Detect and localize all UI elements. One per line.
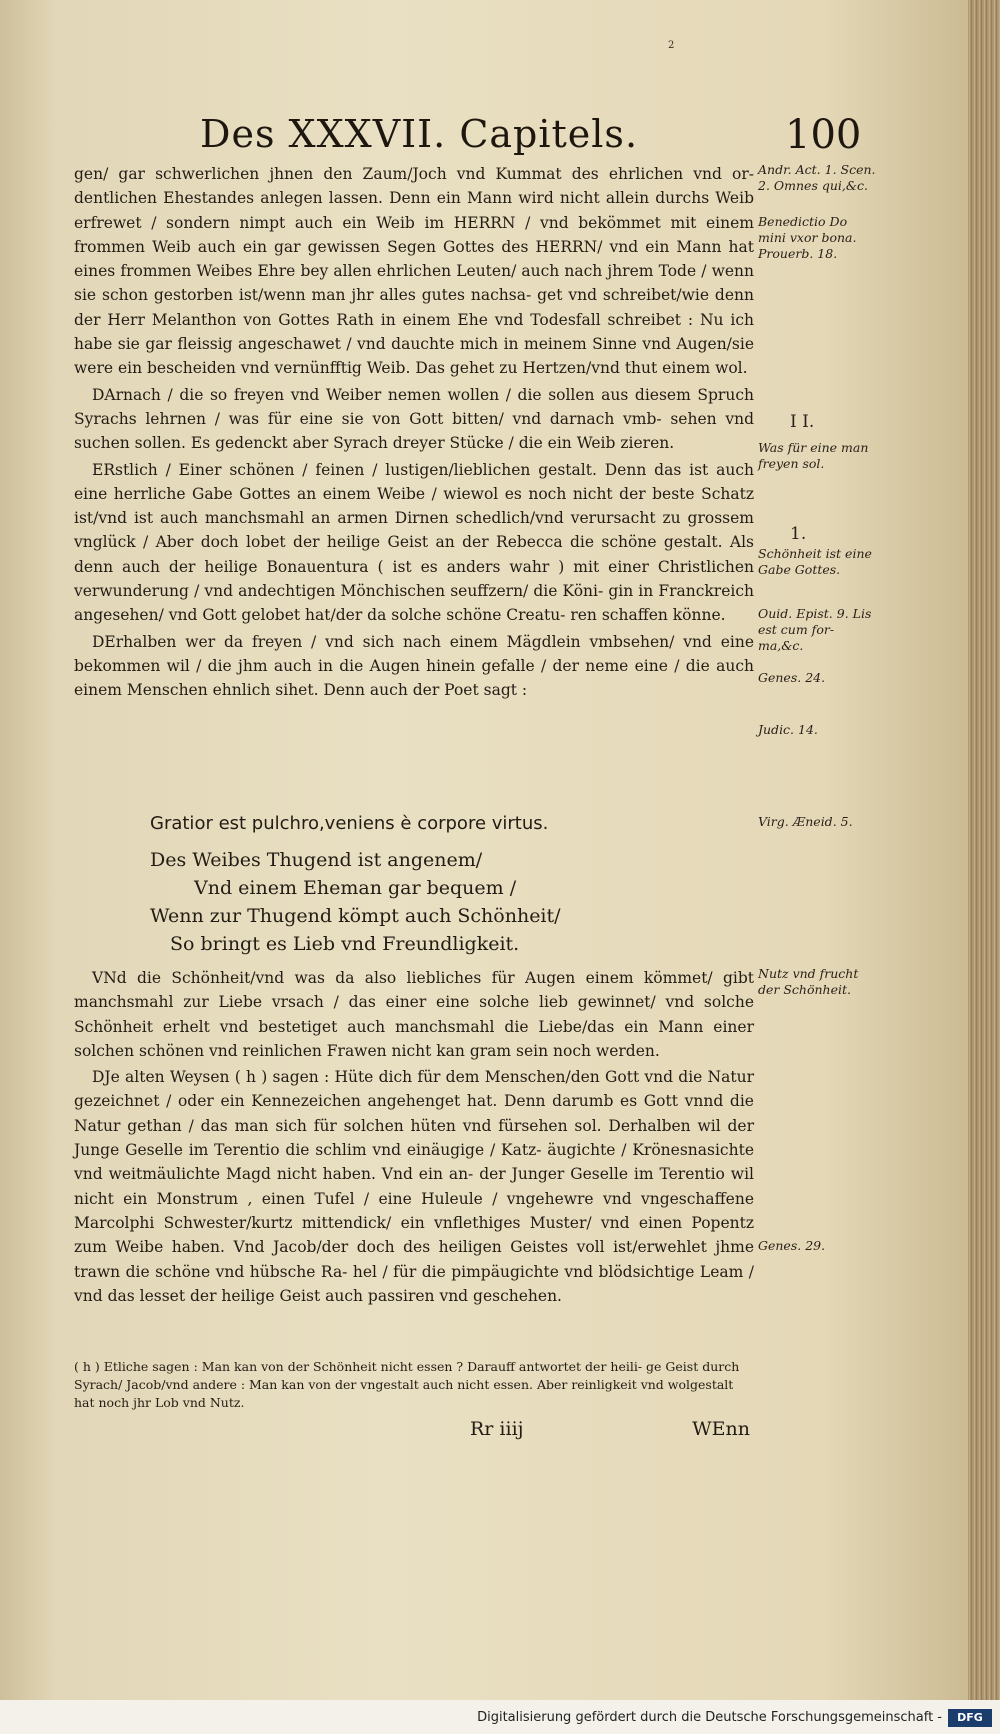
footer-credit: Digitalisierung gefördert durch die Deutsche Forschungsgemeinschaft - (477, 1710, 942, 1725)
dfg-logo: DFG (948, 1709, 992, 1727)
paragraph: DArnach / die so freyen vnd Weiber nemen wollen / die sollen aus diesem Spruch Syrachs lehrnen / was für eine sie von Gott bitten/ vnd darnach vmb- sehen vnd suchen sollen. Es gedenckt aber Syrach dreyer Stücke / die ein Weib zieren. (74, 385, 754, 453)
latin-verse: Gratior est pulchro,veniens è corpore virtus. (150, 813, 549, 834)
margin-note: Schönheit ist eine Gabe Gottes. (758, 546, 872, 577)
page-edge (968, 0, 1000, 1734)
page-number: 100 (785, 112, 862, 158)
paragraph: gen/ gar schwerlichen jhnen den Zaum/Joch vnd Kummat des ehrlichen vnd or- dentlichen Ehestandes anlegen lassen. Denn ein Mann wird nicht allein durchs Weib erfrewet / sondern nimpt auch ein Weib im HERRN / vnd bekömmet mit einem frommen Weib auch ein gar gewissen Segen Gottes des HERRN/ vnd ein Mann hat eines frommen Weibes Ehre bey allen ehrlichen Leuten/ auch nach jhrem Tode / wenn sie schon gestorben ist/wenn man jhr alles gutes nachsa- get vnd schreibet/wie denn der Herr Melanthon von Gottes Rath in einem Ehe vnd Todesfall schreibet : Nu ich habe sie gar fleissig angeschawet / vnd dauchte mich in meinem Sinne vnd Augen/sie were ein bescheiden vnd vernünfftig Weib. Das gehet zu Hertzen/vnd thut einem wol. (74, 165, 754, 378)
page-mark: 2 (668, 40, 675, 51)
chapter-header: Des XXXVII. Capitels. (200, 112, 639, 156)
signature-mark: Rr iiij (470, 1418, 524, 1440)
catchwords (470, 1418, 750, 1440)
footer-strip (0, 1700, 1000, 1734)
paragraph: VNd die Schönheit/vnd was da also liebliches für Augen einem kömmet/ gibt manchsmahl zur Liebe vrsach / das einer eine solche lieb gewinnet/ vnd solche Schönheit erhelt vnd bestetiget auch manchsmahl die Liebe/das ein Mann einer solchen schönen vnd reinlichen Frawen nicht kan gram sein noch werden. (74, 969, 754, 1060)
verse-line: Des Weibes Thugend ist angenem/ (150, 849, 483, 871)
margin-note: Andr. Act. 1. Scen. 2. Omnes qui,&c. (758, 162, 876, 193)
margin-note: Was für eine man freyen sol. (758, 440, 869, 471)
margin-note: Nutz vnd frucht der Schönheit. (758, 966, 859, 997)
verse-line: Wenn zur Thugend kömpt auch Schönheit/ (150, 905, 561, 927)
footnote: ( h ) Etliche sagen : Man kan von der Schönheit nicht essen ? Darauff antwortet der heili- ge Geist durch Syrach/ Jacob/vnd andere : Man kan von der vngestalt auch nicht essen. Aber reinligkeit vnd wolgestalt hat noch jhr Lob vnd Nutz. (74, 1359, 740, 1410)
paragraph: DErhalben wer da freyen / vnd sich nach einem Mägdlein vmbsehen/ vnd eine bekommen wil / die jhm auch in die Augen hinein gefalle / der neme eine / die auch einem Menschen ehnlich sihet. Denn auch der Poet sagt : (74, 632, 754, 700)
verse-line: Vnd einem Eheman gar bequem / (194, 877, 517, 899)
verse-block (150, 810, 710, 958)
catchword: WEnn (692, 1418, 750, 1440)
margin-section-number: 1. (790, 524, 807, 544)
verse-line: So bringt es Lieb vnd Freundligkeit. (170, 933, 520, 955)
paragraph: ERstlich / Einer schönen / feinen / lustigen/lieblichen gestalt. Denn das ist auch eine herrliche Gabe Gottes an einem Weibe / wiewol es noch nicht der beste Schatz ist/vnd ist auch manchsmahl an armen Dirnen schedlich/vnd verursacht zu grossem vnglück / Aber doch lobet der heilige Geist an der Rebecca die schöne gestalt. Als denn auch der heilige Bonauentura ( ist es anders wahr ) mit einer Christlichen verwunderung / vnd andechtigen Mönchischen seuffzern/ die Köni- gin in Franckreich angesehen/ vnd Gott gelobet hat/der da solche schöne Creatu- ren schaffen könne. (74, 460, 754, 625)
margin-note: Benedictio Do mini vxor bona. Prouerb. 18. (758, 214, 857, 261)
main-text-top (74, 162, 754, 705)
margin-note: Judic. 14. (758, 722, 818, 737)
margin-note: Ouid. Epist. 9. Lis est cum for- ma,&c. (758, 606, 872, 653)
margin-note: Genes. 29. (758, 1238, 826, 1253)
margin-note: Genes. 24. (758, 670, 826, 685)
paragraph: DJe alten Weysen ( h ) sagen : Hüte dich für dem Menschen/den Gott vnd die Natur gezeichnet / oder ein Kennezeichen angehenget hat. Denn darumb es Gott vnnd die Natur gethan / das man sich für solchen hüten vnd fürsehen sol. Derhalben wil der Junge Geselle im Terentio die schlim vnd einäugige / Katz- äugichte / Krönesnasichte vnd weitmäulichte Magd nicht haben. Vnd ein an- der Junger Geselle im Terentio wil nicht ein Monstrum , einen Tufel / eine Huleule / vngehewre vnd vngeschaffene Marcolphi Schwester/kurtz mittendick/ ein vnflethiges Muster/ vnd einen Popentz zum Weibe haben. Vnd Jacob/der doch des heiligen Geistes voll ist/erwehlet jhme trawn die schöne vnd hübsche Ra- hel / für die pimpäugichte vnd blödsichtige Leam / vnd das lesset der heilige Geist auch passiren vnd geschehen. (74, 1068, 754, 1305)
margin-section-number: I I. (790, 412, 815, 432)
main-text-bottom (74, 966, 754, 1310)
margin-note: Virg. Æneid. 5. (758, 814, 853, 829)
